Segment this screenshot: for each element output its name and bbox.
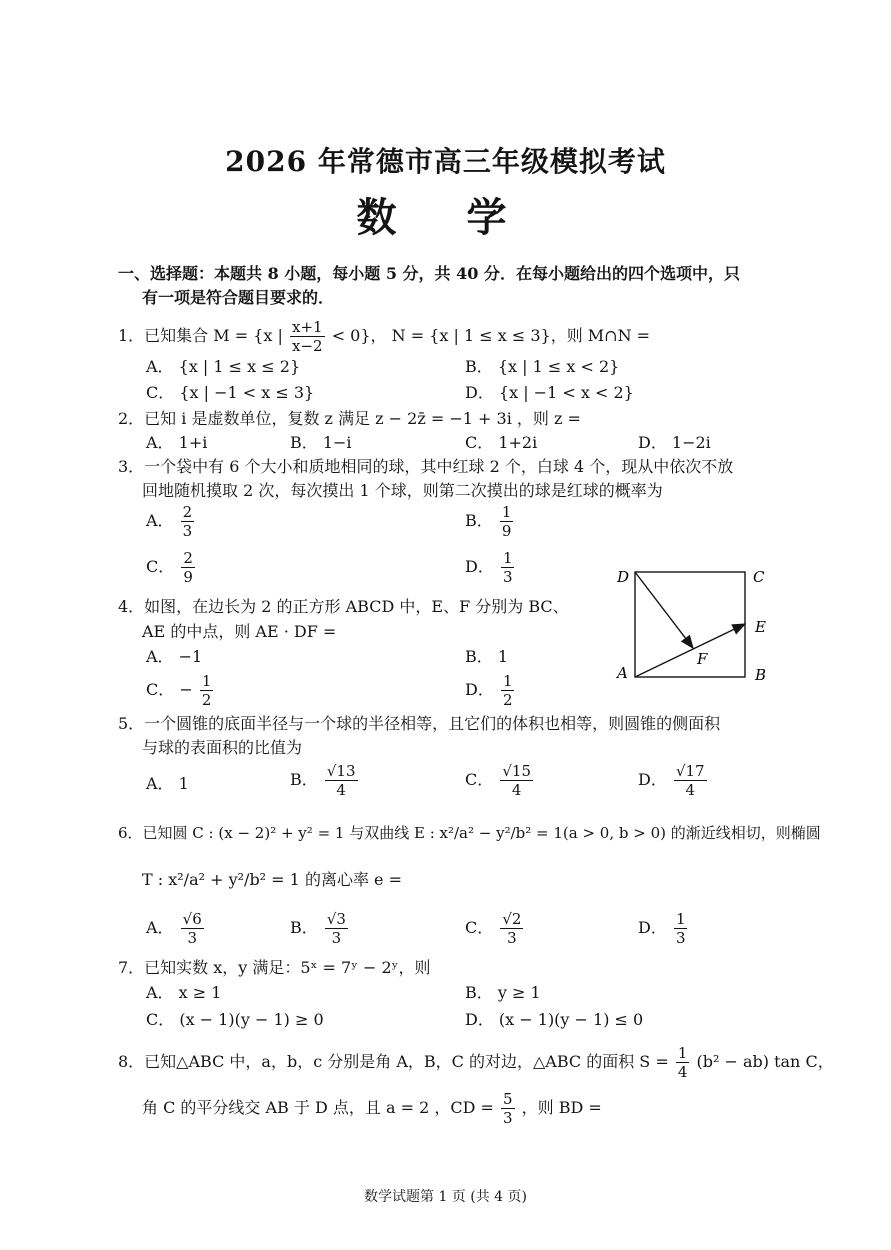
question-6-line-1: 6．已知圆 C : (x − 2)² + y² = 1 与双曲线 E : x²/a² − y²/b² = 1(a > 0, b > 0) 的渐近线相切，则椭圆	[118, 824, 821, 842]
q3-c-num: 2	[183, 549, 193, 567]
q4-c-fraction	[200, 672, 214, 709]
q5-c-num: √15	[502, 762, 531, 780]
square-abcd	[635, 572, 745, 677]
section-line-2: 有一项是符合题目要求的．	[142, 288, 335, 307]
q6-d-num: 1	[675, 910, 686, 928]
q4-d-label: D．	[465, 680, 494, 699]
q8-area-num: 1	[677, 1044, 688, 1062]
q8-cd-num: 5	[503, 1090, 513, 1108]
q8-area-den: 4	[677, 1063, 688, 1081]
q5-option-a: A． 1	[146, 774, 189, 793]
q6-c-num: √2	[502, 910, 522, 928]
exam-title: 2026 年常德市高三年级模拟考试	[225, 145, 666, 178]
q6-d-fraction	[674, 910, 688, 947]
question-3-line-2: 回地随机摸取 2 次，每次摸出 1 个球，则第二次摸出的球是红球的概率为	[142, 481, 663, 500]
question-6-line-2: T : x²/a² + y²/b² = 1 的离心率 e =	[142, 870, 402, 889]
q2-option-d: D． 1−2i	[638, 433, 711, 452]
q3-d-fraction	[501, 549, 515, 586]
q6-b-den: 3	[331, 929, 342, 947]
q8-line1-post: (b² − ab) tan C，	[696, 1052, 834, 1071]
q6-a-fraction	[181, 910, 204, 947]
question-3-line-1: 3．一个袋中有 6 个大小和质地相同的球，其中红球 2 个，白球 4 个，现从中依次不放	[118, 457, 734, 476]
q7-option-b: B． y ≥ 1	[465, 983, 541, 1002]
q3-b-label: B．	[465, 511, 493, 530]
q3-a-label: A．	[146, 511, 174, 530]
q6-a-num: √6	[182, 910, 202, 928]
q4-d-num: 1	[502, 672, 513, 690]
q7-option-d: D． (x − 1)(y − 1) ≤ 0	[465, 1010, 644, 1029]
q3-a-den: 3	[182, 522, 193, 540]
q6-c-label: C．	[465, 918, 494, 937]
label-c: C	[753, 568, 765, 586]
q4-d-fraction	[501, 672, 515, 709]
question-8-line-2	[142, 1090, 602, 1127]
q8-cd-fraction	[501, 1090, 515, 1127]
q4-c-den: 2	[201, 691, 212, 709]
q3-c-label: C．	[146, 557, 175, 576]
question-1-stem	[118, 318, 650, 355]
q2-option-b: B． 1−i	[290, 433, 352, 452]
q5-b-fraction	[325, 762, 358, 799]
question-5-line-1: 5．一个圆锥的底面半径与一个球的半径相等，且它们的体积也相等，则圆锥的侧面积	[118, 714, 721, 733]
q3-c-fraction	[181, 549, 195, 586]
question-4-line-1: 4．如图，在边长为 2 的正方形 ABCD 中，E、F 分别为 BC、	[118, 597, 569, 616]
q6-option-d	[638, 910, 689, 947]
q6-c-den: 3	[507, 929, 517, 947]
q4-c-num: 1	[201, 672, 212, 690]
section-heading	[118, 262, 788, 310]
q5-option-c	[465, 762, 535, 799]
q3-option-b	[465, 503, 515, 540]
q8-line2-post: ，则 BD =	[521, 1098, 602, 1117]
q6-b-fraction	[325, 910, 348, 947]
q6-a-label: A．	[146, 918, 174, 937]
q3-c-den: 9	[183, 568, 193, 586]
label-d: D	[617, 568, 630, 586]
q1-option-b: B． {x | 1 ≤ x < 2}	[465, 357, 620, 376]
q4-option-b: B． 1	[465, 647, 509, 666]
square-figure	[605, 560, 785, 690]
question-8-line-1	[118, 1044, 834, 1081]
q5-b-den: 4	[336, 781, 346, 799]
q5-option-d	[638, 762, 709, 799]
q5-d-fraction	[674, 762, 707, 799]
q4-option-a: A． −1	[146, 647, 203, 666]
label-f: F	[697, 650, 708, 668]
q1-stem-pre: 1．已知集合 M = {x |	[118, 326, 283, 345]
q6-option-c	[465, 910, 525, 947]
q5-option-b	[290, 762, 360, 799]
section-line-1: 一、选择题：本题共 8 小题，每小题 5 分，共 40 分．在每小题给出的四个选项中，只	[118, 264, 740, 283]
q2-option-c: C． 1+2i	[465, 433, 538, 452]
q4-option-c	[146, 672, 215, 709]
subject-title: 数 学	[356, 194, 535, 241]
q8-line1-pre: 8．已知△ABC 中，a，b，c 分别是角 A，B，C 的对边，△ABC 的面积 S =	[118, 1052, 669, 1071]
q8-line2-pre: 角 C 的平分线交 AB 于 D 点，且 a = 2 ，CD =	[142, 1098, 494, 1117]
q6-a-den: 3	[187, 929, 197, 947]
q1-option-c: C． {x | −1 < x ≤ 3}	[146, 383, 315, 402]
q3-option-a	[146, 503, 196, 540]
q5-c-fraction	[500, 762, 533, 799]
q1-frac-num: x+1	[292, 318, 323, 336]
q4-option-d	[465, 672, 516, 709]
q1-option-d: D． {x | −1 < x < 2}	[465, 383, 634, 402]
q6-d-label: D．	[638, 918, 667, 937]
page-footer: 数学试题第 1 页 (共 4 页)	[364, 1189, 527, 1205]
question-7-stem: 7．已知实数 x，y 满足：5ˣ = 7ʸ − 2ʸ，则	[118, 958, 431, 977]
q4-d-den: 2	[502, 691, 513, 709]
q7-option-c: C． (x − 1)(y − 1) ≥ 0	[146, 1010, 324, 1029]
q8-area-fraction	[676, 1044, 690, 1081]
q5-c-label: C．	[465, 770, 494, 789]
q6-c-fraction	[500, 910, 523, 947]
q5-d-label: D．	[638, 770, 667, 789]
q7-option-a: A． x ≥ 1	[146, 983, 222, 1002]
label-a: A	[617, 664, 628, 682]
vector-df	[635, 572, 693, 648]
q6-option-a	[146, 910, 206, 947]
q1-stem-post: < 0}， N = {x | 1 ≤ x ≤ 3}，则 M∩N =	[331, 326, 651, 345]
q2-option-a: A． 1+i	[146, 433, 208, 452]
q3-d-num: 1	[502, 549, 513, 567]
label-e: E	[755, 618, 766, 636]
question-4-line-2: AE 的中点，则 AE · DF =	[142, 622, 337, 641]
q3-d-den: 3	[502, 568, 513, 586]
q4-c-label: C． −	[146, 680, 193, 699]
vector-ae	[635, 624, 745, 677]
q5-c-den: 4	[511, 781, 522, 799]
q3-option-c	[146, 549, 197, 586]
question-5-line-2: 与球的表面积的比值为	[142, 738, 303, 757]
q6-d-den: 3	[675, 929, 686, 947]
q6-option-b	[290, 910, 350, 947]
label-b: B	[755, 666, 767, 684]
q1-option-a: A． {x | 1 ≤ x ≤ 2}	[146, 357, 301, 376]
q3-b-num: 1	[501, 503, 512, 521]
q3-d-label: D．	[465, 557, 494, 576]
q5-d-num: √17	[675, 762, 705, 780]
q5-b-label: B．	[290, 770, 318, 789]
q6-b-label: B．	[290, 918, 318, 937]
question-2-stem: 2．已知 i 是虚数单位，复数 z 满足 z − 2z̄ = −1 + 3i ，则 z =	[118, 409, 581, 428]
q1-frac-den: x−2	[292, 337, 323, 355]
q3-a-num: 2	[182, 503, 193, 521]
q3-a-fraction	[181, 503, 195, 540]
q1-fraction	[290, 318, 325, 355]
q3-b-fraction	[500, 503, 514, 540]
q5-d-den: 4	[685, 781, 696, 799]
q3-option-d	[465, 549, 516, 586]
q3-b-den: 9	[501, 522, 512, 540]
q8-cd-den: 3	[503, 1109, 513, 1127]
q5-b-num: √13	[326, 762, 356, 780]
q6-b-num: √3	[326, 910, 346, 928]
